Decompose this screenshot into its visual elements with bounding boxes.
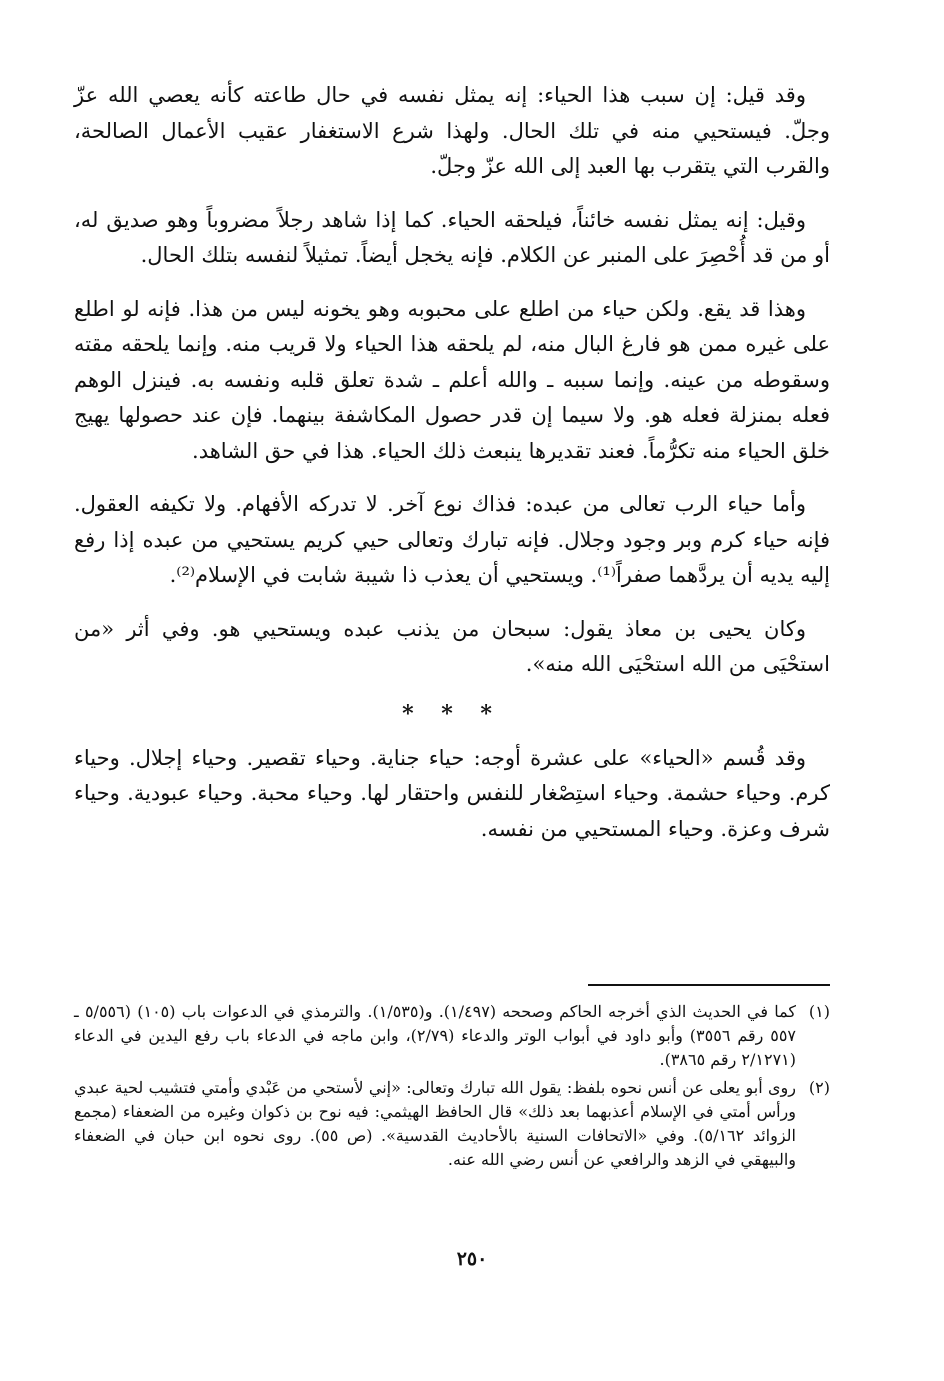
- footnote-number: (١): [808, 1002, 830, 1021]
- footnote-text: كما في الحديث الذي أخرجه الحاكم وصححه (١/٤٩٧). و(١/٥٣٥). والترمذي في الدعوات باب (١٠٥) (٥/٥٥٦ ـ ٥٥٧ رقم ٣٥٥٦) وأبو داود في أبواب الوتر والدعاء (٢/٧٩)، وابن ماجه في الدعاء باب رفع اليدين في الدعاء (٢/١٢٧١ رقم ٣٨٦٥).: [74, 1002, 797, 1069]
- paragraph-yahya-quote: وكان يحيى بن معاذ يقول: سبحان من يذنب عبده ويستحيي هو. وفي أثر «من استحْيَى من الله استحْيَى الله منه».: [74, 616, 830, 676]
- paragraph-ten-types: وقد قُسم «الحياء» على عشرة أوجه: حياء جناية. وحياء تقصير. وحياء إجلال. وحياء كرم. وحياء حشمة. وحياء استِصْغار للنفس واحتقار لها. وحياء محبة. وحياء عبودية. وحياء شرف وعزة. وحياء المستحيي من نفسه.: [74, 745, 830, 841]
- paragraph-cause-of-shyness: وقد قيل: إن سبب هذا الحياء: إنه يمثل نفسه في حال طاعته كأنه يعصي الله عزّ وجلّ. فيستحيي منه في تلك الحال. ولهذا شرع الاستغفار عقيب الأعمال الصالحة، والقرب التي يتقرب بها العبد إلى الله عزّ وجلّ.: [74, 83, 830, 178]
- paragraph-beloved-shyness: وهذا قد يقع. ولكن حياء من اطلع على محبوبه وهو يخونه ليس من هذا. فإنه لو اطلع على غيره ممن هو فارغ البال منه، لم يلحقه هذا الحياء ولا قريب منه. وإنما يلحقه مقته وسقوطه من عينه. وإنما سببه ـ والله أعلم ـ شدة تعلق قلبه ونفسه به. فينزل الوهم فعله بمنزلة فعله هو. ولا سيما إن قدر حصول المكاشفة بينهما. فإن عند حصولها يهيج خلق الحياء منه تكرُّماً. فعند تقديرها ينبعث ذلك الحياء. هذا في حق الشاهد.: [74, 296, 830, 463]
- footnote-2: [74, 1076, 830, 1172]
- footnote-1: [74, 1000, 830, 1072]
- footnote-text: روى أبو يعلى عن أنس نحوه بلفظ: يقول الله تبارك وتعالى: «إني لأستحي من عَبْدي وأمتي فتشيب لحية عبدي ورأس أمتي في الإسلام أعذبهما بعد ذلك» قال الحافظ الهيثمي: فيه نوح بن ذكوان وغيره من الضعفاء (مجمع الزوائد ٥/١٦٢). وفي «الاتحافات السنية بالأحاديث القدسية». (ص ٥٥). روى نحوه ابن حبان في الضعفاء والبيهقي في الزهد والرافعي عن أنس رضي الله عنه.: [74, 1078, 796, 1169]
- paragraph-traitor-analogy: وقيل: إنه يمثل نفسه خائناً، فيلحقه الحياء. كما إذا شاهد رجلاً مضروباً وهو صديق له، أو من قد أُحْصِرَ على المنبر عن الكلام. فإنه يخجل أيضاً. تمثيلاً لنفسه بتلك الحال.: [74, 207, 830, 267]
- footnote-divider: [588, 984, 830, 986]
- page-number: ٢٥٠: [456, 1248, 488, 1270]
- footnote-number: (٢): [808, 1078, 830, 1097]
- paragraph-divine-shyness: وأما حياء الرب تعالى من عبده: فذاك نوع آخر. لا تدركه الأفهام. ولا تكيفه العقول. فإنه حياء كرم وبر وجود وجلال. فإنه تبارك وتعالى حيي كريم يستحيي من عبده إذا رفع إليه يديه أن يردَّهما صفراً⁽¹⁾. ويستحيي أن يعذب ذا شيبة شابت في الإسلام⁽²⁾.: [74, 492, 830, 587]
- footnotes: [74, 998, 830, 1176]
- section-separator: * * *: [402, 700, 502, 727]
- main-text: [74, 78, 830, 865]
